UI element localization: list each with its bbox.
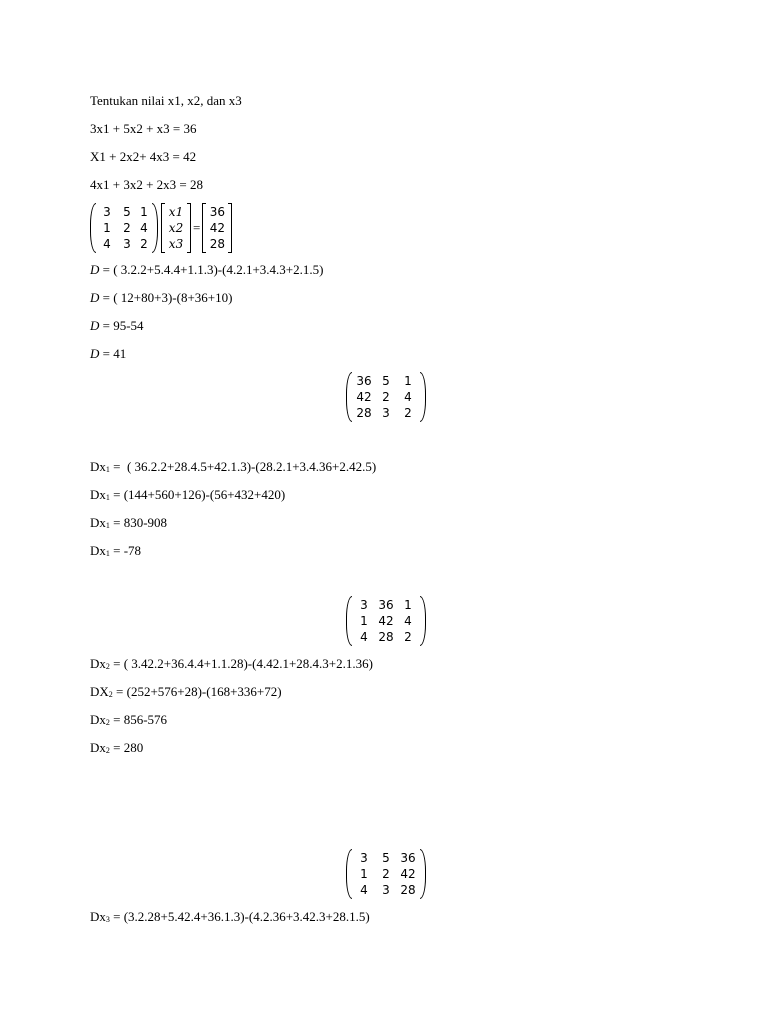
- matrix-dx2: [346, 596, 426, 646]
- matrix-dx3: [346, 849, 426, 899]
- dx1-line-2: $Dx_1 = (144+560+126)-(56+432+420)$: [90, 487, 286, 502]
- problem-statement: Tentukan nilai x1, x2, dan x3: [90, 93, 242, 108]
- matrix-cell: 3: [382, 883, 390, 897]
- matrix-cell: 1: [103, 221, 111, 235]
- matrix-cell: 42: [378, 614, 394, 628]
- matrix-dx2-grid: [352, 596, 420, 646]
- dx1-line-4: $Dx_1 = -78$: [90, 543, 142, 558]
- right-paren: [420, 849, 426, 899]
- matrix-cell: 1: [360, 867, 368, 881]
- matrix-cell: 1: [404, 598, 412, 612]
- matrix-cell: 4: [360, 630, 368, 644]
- vector-cell: x3: [168, 237, 184, 251]
- equation-3: 4x1 + 3x2 + 2x3 = 28: [90, 177, 203, 192]
- matrix-cell: 36: [356, 374, 372, 388]
- matrix-dx3-grid: [352, 849, 420, 899]
- vector-cell: 36: [209, 205, 225, 219]
- dx2-line-2: $DX_2 = (252+576+28)-(168+336+72)$: [90, 684, 282, 699]
- matrix-cell: 2: [123, 221, 131, 235]
- det-d-line-2: D = ( 12+80+3)-(8+36+10): [90, 290, 233, 305]
- matrix-cell: 1: [140, 205, 148, 219]
- matrix-cell: 1: [360, 614, 368, 628]
- coefficient-matrix: [96, 203, 152, 253]
- vector-cell: x2: [168, 221, 184, 235]
- matrix-cell: 2: [404, 406, 412, 420]
- matrix-cell: 2: [382, 867, 390, 881]
- matrix-dx1-grid: [352, 372, 420, 422]
- right-paren: [152, 203, 158, 253]
- matrix-cell: 2: [382, 390, 390, 404]
- dx3-line-1: $Dx_3 = (3.2.28+5.42.4+36.1.3)-(4.2.36+3.42.3+28.1.5)$: [90, 909, 370, 924]
- constant-vector: [206, 203, 228, 253]
- vector-cell: 42: [209, 221, 225, 235]
- matrix-cell: 3: [360, 851, 368, 865]
- dx1-line-3: $Dx_1 = 830-908$: [90, 515, 168, 530]
- matrix-cell: 4: [404, 390, 412, 404]
- matrix-cell: 4: [404, 614, 412, 628]
- right-bracket: [228, 203, 232, 253]
- matrix-cell: 28: [356, 406, 372, 420]
- matrix-cell: 3: [103, 205, 111, 219]
- matrix-cell: 2: [140, 237, 148, 251]
- matrix-cell: 5: [382, 374, 390, 388]
- equation-1: 3x1 + 5x2 + x3 = 36: [90, 121, 197, 136]
- dx2-line-4: $Dx_2 = 280$: [90, 740, 144, 755]
- matrix-cell: 4: [360, 883, 368, 897]
- equation-2: X1 + 2x2+ 4x3 = 42: [90, 149, 197, 164]
- matrix-cell: 5: [382, 851, 390, 865]
- matrix-cell: 36: [378, 598, 394, 612]
- matrix-cell: 28: [400, 883, 416, 897]
- matrix-cell: 28: [378, 630, 394, 644]
- matrix-cell: 2: [404, 630, 412, 644]
- matrix-cell: 1: [404, 374, 412, 388]
- matrix-cell: 3: [123, 237, 131, 251]
- vector-cell: 28: [209, 237, 225, 251]
- matrix-cell: 5: [123, 205, 131, 219]
- matrix-cell: 3: [382, 406, 390, 420]
- dx1-line-1: $Dx_1$ = ( 36.2.2+28.4.5+42.1.3)-(28.2.1+3.4.36+2.42.5): [90, 459, 377, 474]
- right-paren: [420, 596, 426, 646]
- matrix-cell: 42: [400, 867, 416, 881]
- dx2-line-1: $Dx_2$ = ( 3.42.2+36.4.4+1.1.28)-(4.42.1+28.4.3+2.1.36): [90, 656, 373, 671]
- dx2-line-3: $Dx_2 = 856-576$: [90, 712, 168, 727]
- variable-vector: [165, 203, 187, 253]
- right-paren: [420, 372, 426, 422]
- det-d-line-1: D = ( 3.2.2+5.4.4+1.1.3)-(4.2.1+3.4.3+2.1.5): [90, 262, 324, 277]
- matrix-dx1: [346, 372, 426, 422]
- det-d-line-3: D = 95-54: [90, 318, 144, 333]
- system-matrix-equation: [90, 203, 232, 253]
- det-d-line-4: D = 41: [90, 346, 127, 361]
- matrix-cell: 4: [140, 221, 148, 235]
- matrix-cell: 3: [360, 598, 368, 612]
- equals-sign: =: [193, 220, 201, 235]
- matrix-cell: 36: [400, 851, 416, 865]
- vector-cell: x1: [168, 205, 184, 219]
- matrix-cell: 42: [356, 390, 372, 404]
- matrix-cell: 4: [103, 237, 111, 251]
